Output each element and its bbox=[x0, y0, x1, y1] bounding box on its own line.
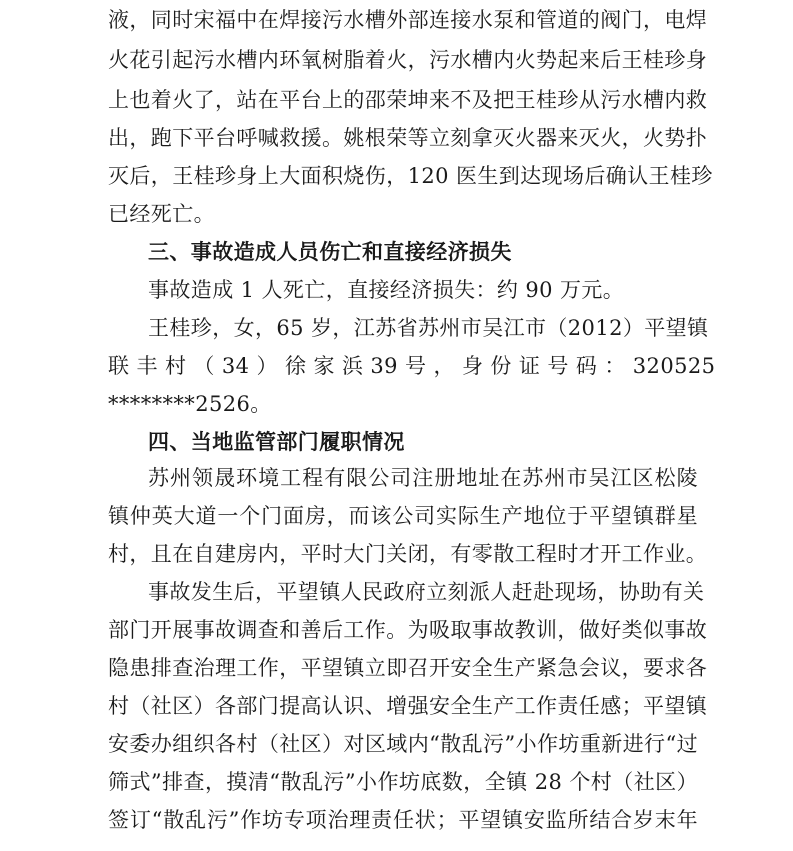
body-text-line: 灭后，王桂珍身上大面积烧伤，120 医生到达现场后确认王桂珍 bbox=[108, 164, 713, 188]
body-text-line: 火花引起污水槽内环氧树脂着火，污水槽内火势起来后王桂珍身 bbox=[108, 48, 708, 72]
body-text-line: 签订“散乱污”作坊专项治理责任状；平望镇安监所结合岁末年 bbox=[108, 808, 698, 832]
section-heading-4: 四、当地监管部门履职情况 bbox=[148, 429, 405, 454]
body-text-line: 事故造成 1 人死亡，直接经济损失：约 90 万元。 bbox=[148, 278, 625, 302]
section-heading-3: 三、事故造成人员伤亡和直接经济损失 bbox=[148, 239, 512, 264]
body-text-line: 苏州领晟环境工程有限公司注册地址在苏州市吴江区松陵 bbox=[148, 466, 698, 490]
body-text-line: 出，跑下平台呼喊救援。姚根荣等立刻拿灭火器来灭火，火势扑 bbox=[108, 126, 708, 150]
body-text-line: 筛式”排查，摸清“散乱污”小作坊底数，全镇 28 个村（社区） bbox=[108, 770, 698, 794]
body-text-line: 王桂珍，女，65 岁，江苏省苏州市吴江市（2012）平望镇 bbox=[148, 316, 709, 340]
body-text-line: 镇仲英大道一个门面房，而该公司实际生产地位于平望镇群星 bbox=[108, 504, 698, 528]
body-text-line: ********2526。 bbox=[108, 392, 272, 416]
body-text-line: 已经死亡。 bbox=[108, 202, 215, 226]
body-text-line: 村（社区）各部门提高认识、增强安全生产工作责任感；平望镇 bbox=[108, 694, 708, 718]
body-text-line: 联 丰 村 （ 34 ） 徐 家 浜 39 号 ， 身 份 证 号 码 ： 320525 bbox=[108, 354, 716, 378]
body-text-line: 隐患排查治理工作，平望镇立即召开安全生产紧急会议，要求各 bbox=[108, 656, 708, 680]
body-text-line: 上也着火了，站在平台上的邵荣坤来不及把王桂珍从污水槽内救 bbox=[108, 88, 708, 112]
body-text-line: 液，同时宋福中在焊接污水槽外部连接水泵和管道的阀门，电焊 bbox=[108, 8, 708, 32]
body-text-line: 部门开展事故调查和善后工作。为吸取事故教训，做好类似事故 bbox=[108, 618, 708, 642]
body-text-line: 安委办组织各村（社区）对区域内“散乱污”小作坊重新进行“过 bbox=[108, 732, 698, 756]
body-text-line: 村，且在自建房内，平时大门关闭，有零散工程时才开工作业。 bbox=[108, 542, 708, 566]
body-text-line: 事故发生后，平望镇人民政府立刻派人赶赴现场，协助有关 bbox=[148, 580, 705, 604]
